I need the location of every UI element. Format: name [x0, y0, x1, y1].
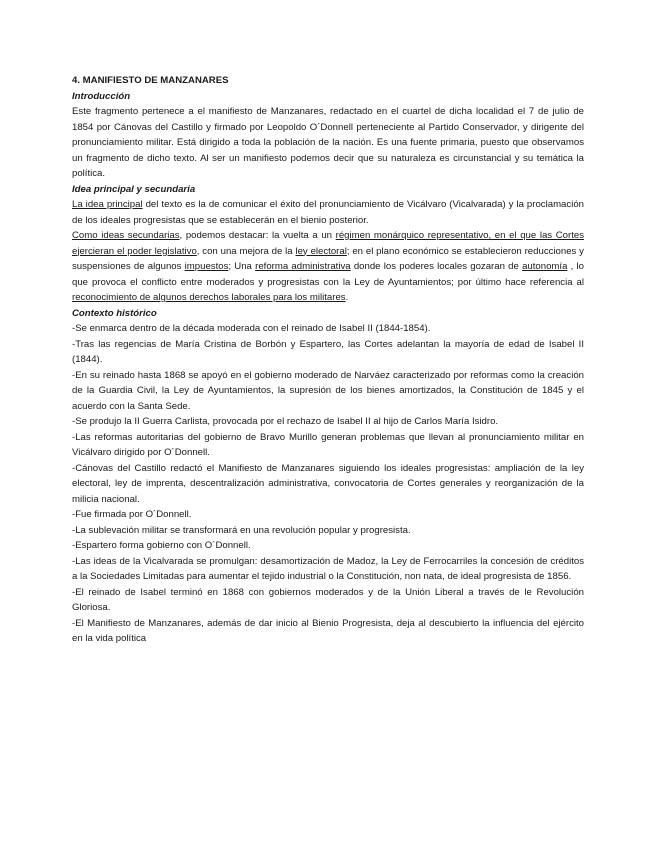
- underlined-term: La idea principal: [72, 199, 143, 210]
- text-run: , podemos destacar: la vuelta a un: [179, 230, 336, 241]
- context-item: -Tras las regencias de María Cristina de Borbón y Espartero, las Cortes adelantan la mayoría de edad de Isabel II (1844).: [72, 338, 584, 365]
- underlined-term: ley electoral: [295, 245, 347, 257]
- context-item: -Se produjo la II Guerra Carlista, provocada por el rechazo de Isabel II al hijo de Carlos María Isidro.: [72, 416, 499, 427]
- context-item: -Fue firmada por O´Donnell.: [72, 509, 192, 520]
- text-run: ; Una: [228, 261, 256, 272]
- section-heading-ideas: Idea principal y secundaria: [72, 183, 196, 195]
- underlined-term: reforma administrativa: [255, 261, 351, 272]
- context-item: -El reinado de Isabel terminó en 1868 con gobiernos moderados y de la Unión Liberal a través de le Revolución Gloriosa.: [72, 586, 584, 613]
- text-run: .: [345, 292, 349, 303]
- text-run: ; en el plano económico se establecieron reducciones y suspensiones de algunos: [72, 245, 584, 272]
- context-item: -El Manifiesto de Manzanares, además de dar inicio al Bienio Progresista, deja al descubierto la influencia del ejército en la vida política: [72, 617, 584, 644]
- document-page: [72, 73, 584, 647]
- underlined-term: régimen monárquico representativo, en el que las Cortes ejercieran el poder legislativo: [72, 230, 584, 257]
- section-heading-introduccion: Introducción: [72, 90, 131, 102]
- context-item: -Las ideas de la Vicalvarada se promulgan: desamortización de Madoz, la Ley de Ferrocarriles la concesión de créditos a la Sociedades Limitadas para aumentar el tejido industrial o la Constitución, non nata, de ideal progresista de 1856.: [72, 555, 584, 582]
- section-heading-contexto: Contexto histórico: [72, 307, 157, 319]
- text-run: , lo que provoca el conflicto entre moderados y progresistas con la Ley de Ayuntamientos; por último hace referencia al: [72, 261, 585, 288]
- underlined-term: autonomía: [522, 261, 568, 272]
- context-item: -En su reinado hasta 1868 se apoyó en el gobierno moderado de Narváez caracterizado por reformas como la creación de la Guardia Civil, la Ley de Ayuntamientos, la supresión de los bienes amortizados, la Constitución de 1845 y el acuerdo con la Santa Sede.: [72, 369, 584, 412]
- context-item: -Espartero forma gobierno con O´Donnell.: [72, 540, 251, 551]
- underlined-term: reconocimiento de algunos derechos laborales para los militares: [72, 292, 346, 303]
- intro-paragraph: Este fragmento pertenece a el manifiesto de Manzanares, redactado en el cuartel de dicha localidad el 7 de julio de 1854 por Cánovas del Castillo y firmado por Leopoldo O´Donnell perteneciente al Partido Conservador, y dirigente del pronunciamiento militar. Está dirigido a toda la población de la nación. Es una fuente primaria, puesto que observamos un fragmento de dicho texto. Al ser un manifiesto podemos decir que su naturaleza es circunstancial y su temática la política.: [72, 106, 584, 179]
- context-item: -Las reformas autoritarias del gobierno de Bravo Murillo generan problemas que llevan al pronunciamiento militar en Vicálvaro dirigido por O´Donnell.: [72, 431, 584, 458]
- text-run: donde los poderes locales gozaran de: [350, 261, 523, 272]
- context-item: -La sublevación militar se transformará en una revolución popular y progresista.: [72, 524, 411, 536]
- underlined-term: impuestos: [184, 261, 229, 272]
- text-run: del texto es la de comunicar el éxito del pronunciamiento de Vicálvaro (Vicalvarada) y la proclamación de los ideales progresistas que se establecerán en el bienio posterior.: [72, 199, 584, 226]
- main-idea-paragraph: [72, 197, 584, 228]
- underlined-term: Como ideas secundarias: [72, 230, 180, 241]
- context-item: -Cánovas del Castillo redactó el Manifiesto de Manzanares siguiendo los ideales progresistas: ampliación de la ley electoral, ley de imprenta, descentralización administrativa, convocatoria de Cortes generales y reorganización de la milicia nacional.: [72, 462, 584, 505]
- secondary-ideas-paragraph: [72, 228, 584, 306]
- document-title: 4. MANIFIESTO DE MANZANARES: [72, 75, 229, 86]
- text-run: , con una mejora de la: [196, 245, 296, 257]
- context-item: -Se enmarca dentro de la década moderada con el reinado de Isabel II (1844-1854).: [72, 323, 431, 334]
